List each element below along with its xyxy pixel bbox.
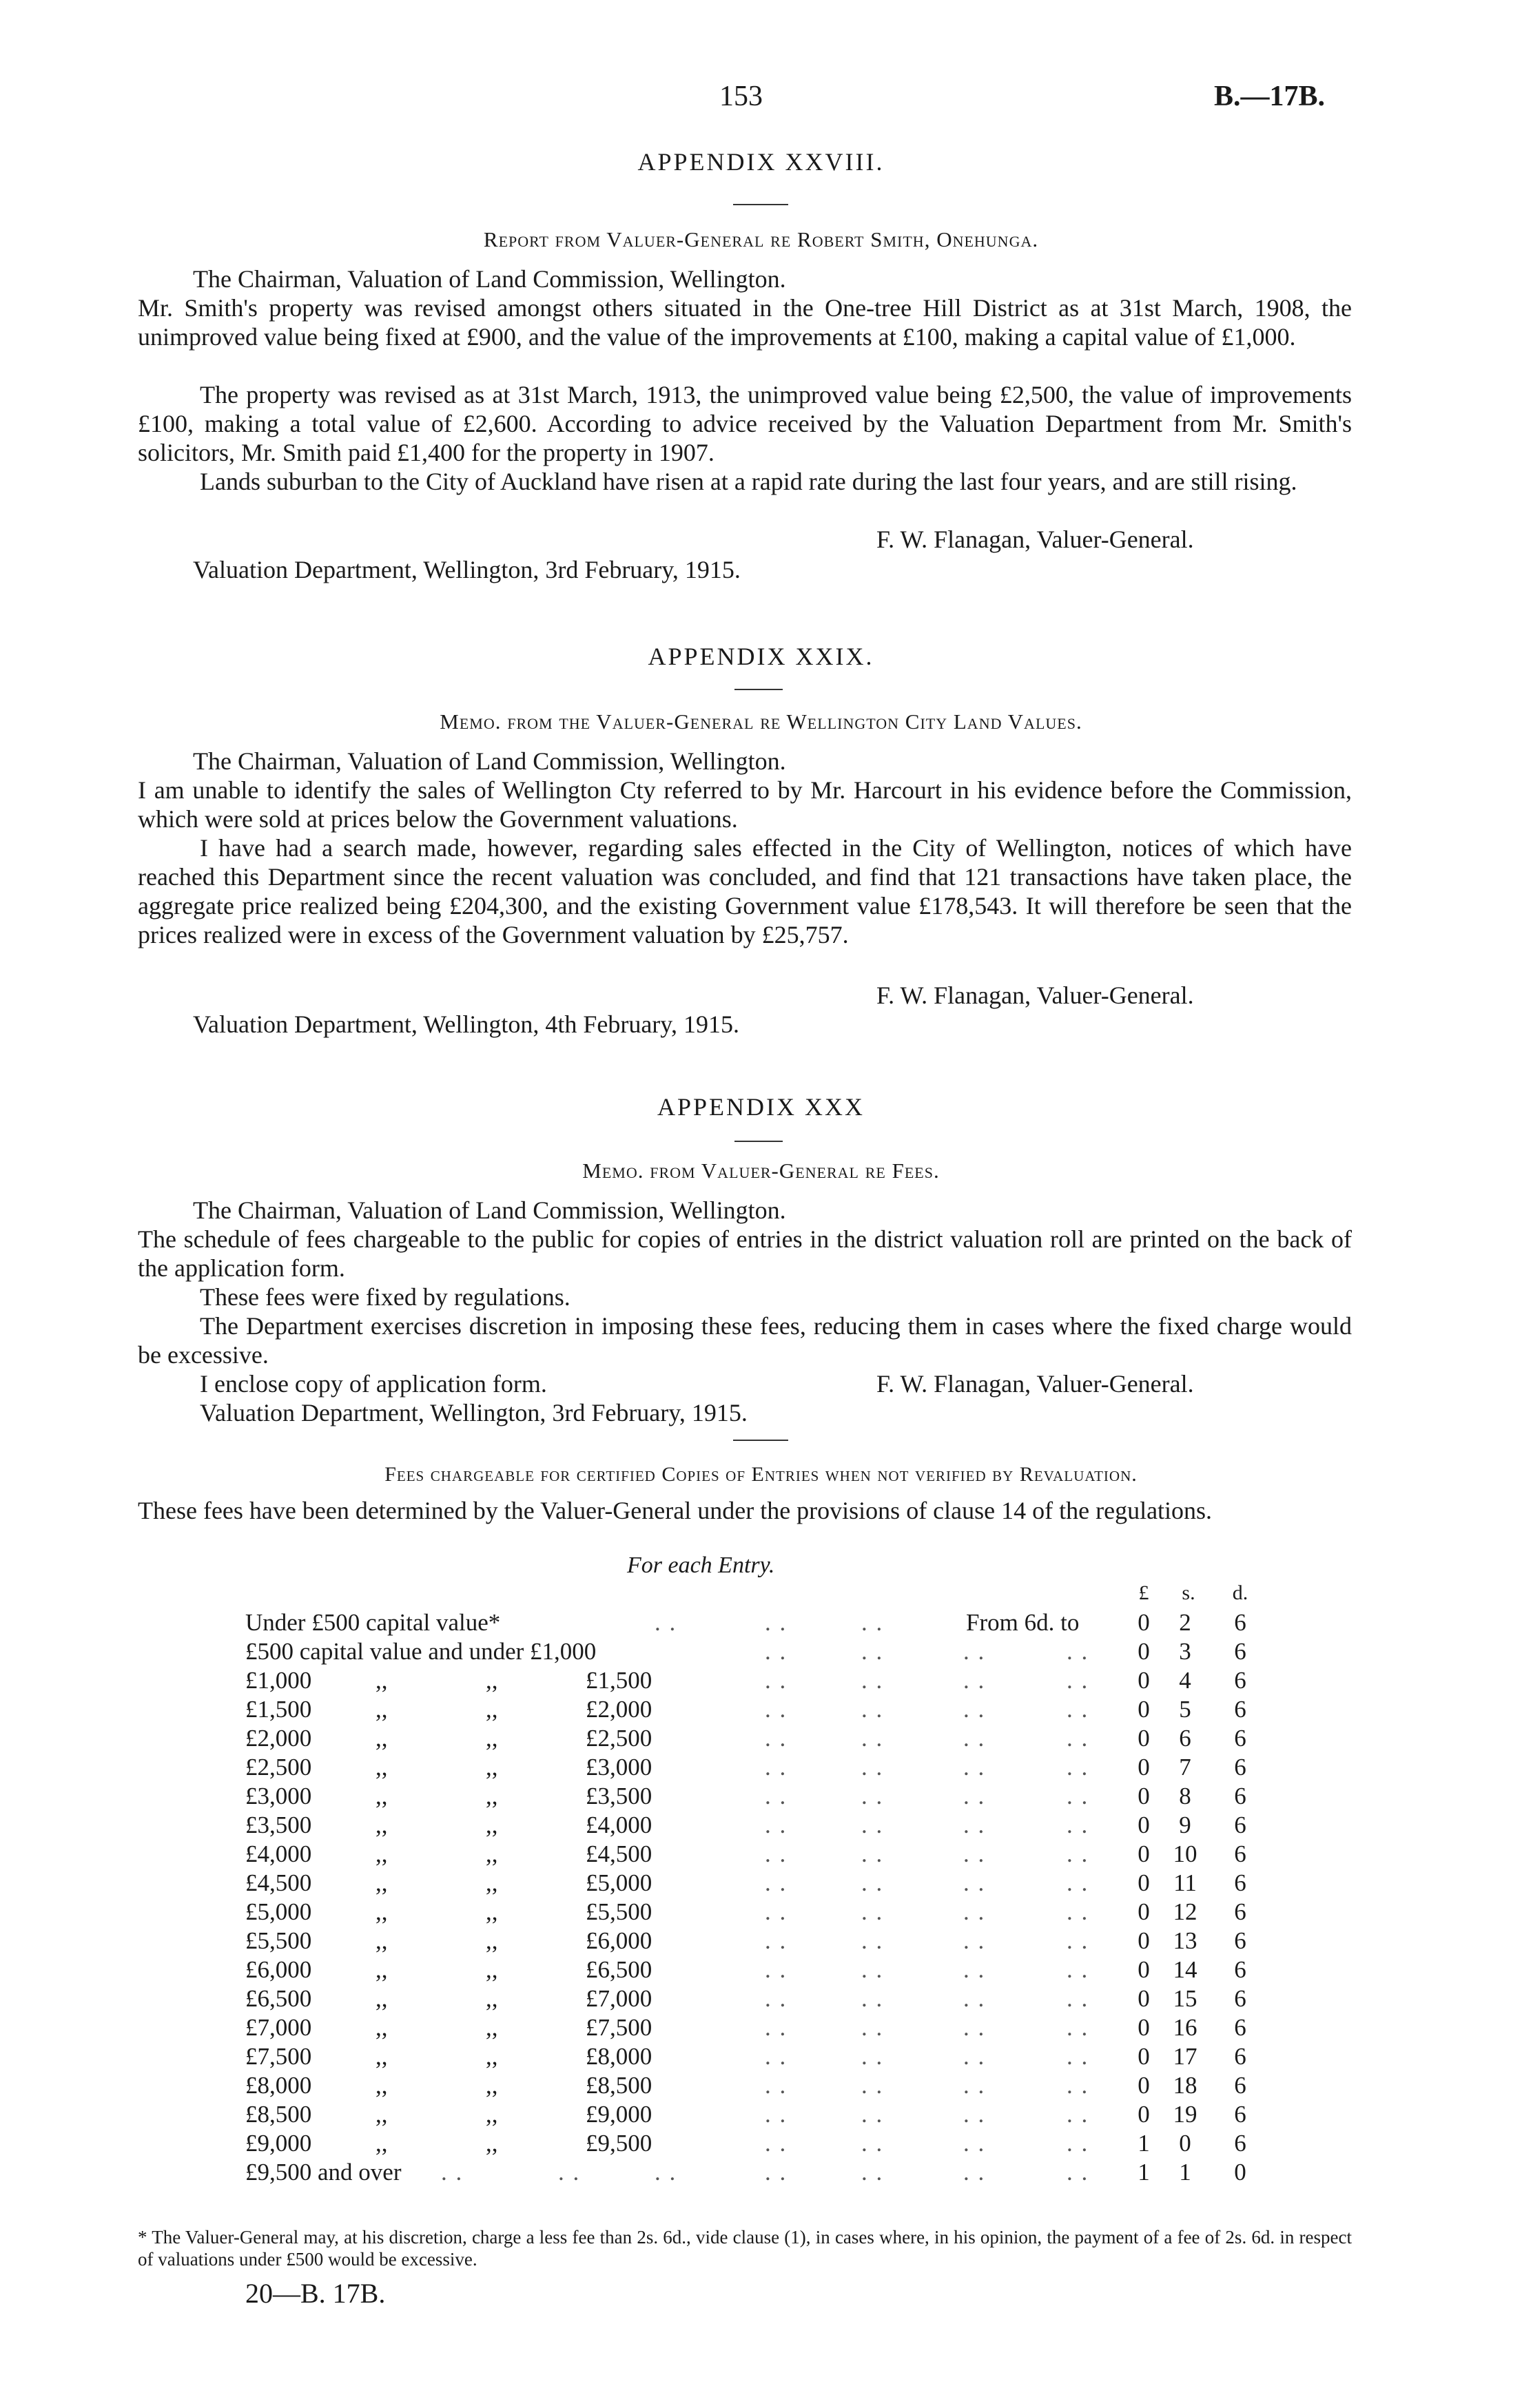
leader-dots: . . xyxy=(963,1927,986,1954)
leader-dots: . . xyxy=(861,2014,884,2041)
range-lower: £1,000 xyxy=(245,1667,312,1694)
table-row xyxy=(0,1869,1522,1898)
range-upper: £5,000 xyxy=(586,1869,652,1896)
range-lower: £4,000 xyxy=(245,1840,312,1867)
leader-dots: . . xyxy=(963,1783,986,1809)
leader-dots: . . xyxy=(765,1725,788,1752)
leader-dots: . . xyxy=(963,2014,986,2041)
leader-dots: . . xyxy=(655,2159,677,2186)
fee-pounds: 0 xyxy=(1138,1667,1150,1694)
ditto-mark: ,, xyxy=(486,1956,498,1983)
ditto-mark: ,, xyxy=(486,1754,498,1781)
divider xyxy=(733,204,788,205)
fee-shillings: 18 xyxy=(1173,2072,1197,2099)
leader-dots: . . xyxy=(861,1927,884,1954)
range-lower: £7,000 xyxy=(245,2014,312,2041)
leader-dots: . . xyxy=(963,2101,986,2128)
leader-dots: . . xyxy=(1067,1840,1089,1867)
appendix-30-title: Memo. from Valuer-General re Fees. xyxy=(582,1159,940,1183)
fee-shillings: 10 xyxy=(1173,1840,1197,1867)
ditto-mark: ,, xyxy=(376,1725,388,1752)
range-upper: £3,000 xyxy=(586,1754,652,1781)
fee-shillings: 6 xyxy=(1179,1725,1191,1752)
leader-dots: . . xyxy=(963,1667,986,1694)
appendix-28-dateline: Valuation Department, Wellington, 3rd February, 1915. xyxy=(193,556,741,583)
leader-dots: . . xyxy=(1067,2072,1089,2099)
fee-pounds: 0 xyxy=(1138,1725,1150,1752)
leader-dots: . . xyxy=(963,1985,986,2012)
appendix-30-dateline: Valuation Department, Wellington, 3rd February, 1915. xyxy=(200,1399,748,1426)
range-lower: £7,500 xyxy=(245,2043,312,2070)
leader-dots: . . xyxy=(1067,1985,1089,2012)
leader-dots: . . xyxy=(765,1754,788,1781)
ditto-mark: ,, xyxy=(486,1696,498,1723)
appendix-28-signature: F. W. Flanagan, Valuer-General. xyxy=(876,526,1194,553)
leader-dots: . . xyxy=(765,1667,788,1694)
leader-dots: . . xyxy=(963,1754,986,1781)
range-upper: £9,000 xyxy=(586,2101,652,2128)
leader-dots: . . xyxy=(1067,1898,1089,1925)
range-upper: £4,000 xyxy=(586,1812,652,1838)
table-row xyxy=(0,2101,1522,2130)
leader-dots: . . xyxy=(1067,2159,1089,2186)
leader-dots: . . xyxy=(765,1927,788,1954)
fee-pounds: 0 xyxy=(1138,1754,1150,1781)
range-lower: £3,000 xyxy=(245,1783,312,1809)
leader-dots: . . xyxy=(765,2072,788,2099)
leader-dots: . . xyxy=(861,1898,884,1925)
fee-shillings: 15 xyxy=(1173,1985,1197,2012)
range-upper: £2,000 xyxy=(586,1696,652,1723)
ditto-mark: ,, xyxy=(376,2014,388,2041)
fee-pence: 6 xyxy=(1234,1638,1246,1665)
ditto-mark: ,, xyxy=(486,1927,498,1954)
ditto-mark: ,, xyxy=(486,1725,498,1752)
table-row xyxy=(0,1927,1522,1956)
leader-dots: . . xyxy=(963,1696,986,1723)
range-upper: £4,500 xyxy=(586,1840,652,1867)
table-row xyxy=(0,1840,1522,1869)
fee-pounds: 0 xyxy=(1138,1812,1150,1838)
ditto-mark: ,, xyxy=(486,1898,498,1925)
range-upper: £8,000 xyxy=(586,2043,652,2070)
fee-pence: 6 xyxy=(1234,2043,1246,2070)
fees-intro: These fees have been determined by the Valuer-General under the provisions of clause 14 of the regulations. xyxy=(138,1497,1213,1524)
table-row xyxy=(0,2043,1522,2072)
table-row xyxy=(0,2072,1522,2101)
leader-dots: . . xyxy=(765,1985,788,2012)
fee-pounds: 0 xyxy=(1138,2043,1150,2070)
fee-shillings: 12 xyxy=(1173,1898,1197,1925)
leader-dots: . . xyxy=(861,1696,884,1723)
ditto-mark: ,, xyxy=(486,1667,498,1694)
leader-dots: . . xyxy=(861,1754,884,1781)
leader-dots: . . xyxy=(765,1840,788,1867)
fee-pence: 6 xyxy=(1234,1927,1246,1954)
fee-pence: 6 xyxy=(1234,2130,1246,2157)
fee-shillings: 2 xyxy=(1179,1609,1191,1636)
leader-dots: . . xyxy=(765,2101,788,2128)
leader-dots: . . xyxy=(1067,1812,1089,1838)
leader-dots: . . xyxy=(861,2101,884,2128)
range-upper: £7,000 xyxy=(586,1985,652,2012)
table-row xyxy=(0,1956,1522,1985)
ditto-mark: ,, xyxy=(376,2101,388,2128)
fee-pounds: 0 xyxy=(1138,1869,1150,1896)
leader-dots: . . xyxy=(441,2159,464,2186)
leader-dots: . . xyxy=(861,1956,884,1983)
fee-shillings: 1 xyxy=(1179,2159,1191,2186)
leader-dots: . . xyxy=(963,2043,986,2070)
ditto-mark: ,, xyxy=(376,1985,388,2012)
ditto-mark: ,, xyxy=(376,2130,388,2157)
ditto-mark: ,, xyxy=(486,1869,498,1896)
fees-column-headers xyxy=(0,1581,1522,1610)
divider xyxy=(734,1141,783,1142)
fee-shillings: 3 xyxy=(1179,1638,1191,1665)
leader-dots: . . xyxy=(861,1667,884,1694)
range-lower: £6,000 xyxy=(245,1956,312,1983)
document-reference: B.—17B. xyxy=(1214,81,1326,112)
fees-title: Fees chargeable for certified Copies of Entries when not verified by Revaluation. xyxy=(384,1463,1138,1486)
pounds-header: £ xyxy=(1138,1581,1149,1604)
ditto-mark: ,, xyxy=(376,1869,388,1896)
fee-pounds: 1 xyxy=(1138,2130,1150,2157)
divider xyxy=(734,689,783,690)
range-lower: £9,000 xyxy=(245,2130,312,2157)
leader-dots: . . xyxy=(1067,2014,1089,2041)
ditto-mark: ,, xyxy=(486,2072,498,2099)
fee-shillings: 7 xyxy=(1179,1754,1191,1781)
leader-dots: . . xyxy=(1067,1638,1089,1665)
fee-pounds: 0 xyxy=(1138,1840,1150,1867)
range-lower: £2,000 xyxy=(245,1725,312,1752)
fee-pence: 0 xyxy=(1234,2159,1246,2186)
ditto-mark: ,, xyxy=(376,1840,388,1867)
fee-shillings: 19 xyxy=(1173,2101,1197,2128)
leader-dots: . . xyxy=(861,1840,884,1867)
table-row xyxy=(0,2130,1522,2159)
fee-pounds: 0 xyxy=(1138,2014,1150,2041)
page-number: 153 xyxy=(719,81,763,112)
fee-shillings: 16 xyxy=(1173,2014,1197,2041)
leader-dots: . . xyxy=(765,1609,788,1636)
fee-pounds: 0 xyxy=(1138,1927,1150,1954)
appendix-30-signature: F. W. Flanagan, Valuer-General. xyxy=(876,1370,1194,1398)
fee-pence: 6 xyxy=(1234,1869,1246,1896)
ditto-mark: ,, xyxy=(376,2072,388,2099)
table-row xyxy=(0,1783,1522,1812)
leader-dots: . . xyxy=(963,1638,986,1665)
appendix-29-paragraph-1: I am unable to identify the sales of Wellington Cty referred to by Mr. Harcourt in his evidence before the Commission, which were sold at prices below the Government valuations. xyxy=(138,776,1352,833)
range-lower: £8,500 xyxy=(245,2101,312,2128)
leader-dots: . . xyxy=(765,1696,788,1723)
table-row xyxy=(0,2014,1522,2043)
range-upper: £7,500 xyxy=(586,2014,652,2041)
fee-shillings: 0 xyxy=(1179,2130,1191,2157)
leader-dots: . . xyxy=(861,1609,884,1636)
leader-dots: . . xyxy=(1067,1927,1089,1954)
appendix-29-signature: F. W. Flanagan, Valuer-General. xyxy=(876,982,1194,1009)
fee-pounds: 0 xyxy=(1138,1696,1150,1723)
fee-pence: 6 xyxy=(1234,1898,1246,1925)
range-lower: £5,000 xyxy=(245,1898,312,1925)
leader-dots: . . xyxy=(765,2130,788,2157)
range-upper: £2,500 xyxy=(586,1725,652,1752)
ditto-mark: ,, xyxy=(486,2043,498,2070)
shillings-header: s. xyxy=(1182,1581,1195,1604)
appendix-29-paragraph-2: I have had a search made, however, regarding sales effected in the City of Wellington, notices of which have reached this Department since the recent valuation was concluded, and find that 121 transactions have taken place, the aggregate price realized being £204,300, and the existing Government value £178,543. It will therefore be seen that the prices realized were in excess of the Government valuation by £25,757. xyxy=(138,834,1352,948)
ditto-mark: ,, xyxy=(486,1783,498,1809)
leader-dots: . . xyxy=(1067,1869,1089,1896)
leader-dots: . . xyxy=(861,1812,884,1838)
fee-shillings: 4 xyxy=(1179,1667,1191,1694)
fee-pence: 6 xyxy=(1234,1725,1246,1752)
fee-pounds: 0 xyxy=(1138,1609,1150,1636)
leader-dots: . . xyxy=(765,1783,788,1809)
fee-pounds: 1 xyxy=(1138,2159,1150,2186)
range-upper: £3,500 xyxy=(586,1783,652,1809)
leader-dots: . . xyxy=(765,2159,788,2186)
leader-dots: . . xyxy=(765,1898,788,1925)
leader-dots: . . xyxy=(558,2159,581,2186)
range-upper: £6,000 xyxy=(586,1927,652,1954)
ditto-mark: ,, xyxy=(376,1956,388,1983)
leader-dots: . . xyxy=(861,2072,884,2099)
fee-shillings: 5 xyxy=(1179,1696,1191,1723)
fee-pence: 6 xyxy=(1234,1667,1246,1694)
leader-dots: . . xyxy=(765,1638,788,1665)
appendix-28-paragraph-1: Mr. Smith's property was revised amongst others situated in the One-tree Hill District as at 31st March, 1908, the unimproved value being fixed at £900, and the value of the improvements at £100, making a capital value of £1,000. xyxy=(138,294,1352,351)
fee-shillings: 8 xyxy=(1179,1783,1191,1809)
table-row xyxy=(0,1898,1522,1927)
appendix-30-paragraph-4: I enclose copy of application form. xyxy=(200,1370,547,1398)
appendix-28-heading: APPENDIX XXVIII. xyxy=(637,148,885,176)
ditto-mark: ,, xyxy=(376,1696,388,1723)
fee-pounds: 0 xyxy=(1138,2072,1150,2099)
leader-dots: . . xyxy=(861,1725,884,1752)
table-row xyxy=(0,1754,1522,1783)
fee-pence: 6 xyxy=(1234,2101,1246,2128)
appendix-28-paragraph-2: The property was revised as at 31st March, 1913, the unimproved value being £2,500, the value of improvements £100, making a total value of £2,600. According to advice received by the Valuation Department from Mr. Smith's solicitors, Mr. Smith paid £1,400 for the property in 1907. xyxy=(138,381,1352,466)
ditto-mark: ,, xyxy=(376,2043,388,2070)
leader-dots: . . xyxy=(963,1956,986,1983)
leader-dots: . . xyxy=(1067,2043,1089,2070)
leader-dots: . . xyxy=(963,1840,986,1867)
fee-pence: 6 xyxy=(1234,1840,1246,1867)
range-lower: £5,500 xyxy=(245,1927,312,1954)
leader-dots: . . xyxy=(861,2043,884,2070)
leader-dots: . . xyxy=(861,1783,884,1809)
leader-dots: . . xyxy=(963,2072,986,2099)
leader-dots: . . xyxy=(765,1869,788,1896)
leader-dots: . . xyxy=(963,1898,986,1925)
leader-dots: . . xyxy=(1067,1956,1089,1983)
range-lower: £1,500 xyxy=(245,1696,312,1723)
leader-dots: . . xyxy=(963,2159,986,2186)
appendix-28-addressee: The Chairman, Valuation of Land Commission, Wellington. xyxy=(193,265,786,293)
leader-dots: . . xyxy=(1067,1667,1089,1694)
leader-dots: . . xyxy=(655,1609,677,1636)
range-lower: £6,500 xyxy=(245,1985,312,2012)
appendix-30-paragraph-2: These fees were fixed by regulations. xyxy=(200,1283,570,1311)
range-label: £500 capital value and under £1,000 xyxy=(245,1638,597,1665)
fee-pence: 6 xyxy=(1234,1985,1246,2012)
range-lower: £8,000 xyxy=(245,2072,312,2099)
range-upper: £6,500 xyxy=(586,1956,652,1983)
fee-pounds: 0 xyxy=(1138,1956,1150,1983)
fee-shillings: 9 xyxy=(1179,1812,1191,1838)
fees-footnote: * The Valuer-General may, at his discretion, charge a less fee than 2s. 6d., vide clause (1), in cases where, in his opinion, the payment of a fee of 2s. 6d. in respect of valuations under £500 would be excessive. xyxy=(138,2227,1352,2270)
fee-pence: 6 xyxy=(1234,2014,1246,2041)
leader-dots: . . xyxy=(765,1956,788,1983)
ditto-mark: ,, xyxy=(376,1898,388,1925)
leader-dots: . . xyxy=(765,1812,788,1838)
range-upper: £5,500 xyxy=(586,1898,652,1925)
leader-dots: . . xyxy=(963,1812,986,1838)
range-label: £9,500 and over xyxy=(245,2159,402,2186)
fee-pence: 6 xyxy=(1234,2072,1246,2099)
range-upper: £8,500 xyxy=(586,2072,652,2099)
ditto-mark: ,, xyxy=(486,1840,498,1867)
ditto-mark: ,, xyxy=(376,1667,388,1694)
leader-dots: . . xyxy=(1067,2101,1089,2128)
table-row xyxy=(0,1812,1522,1840)
leader-dots: . . xyxy=(1067,1696,1089,1723)
appendix-28-paragraph-3: Lands suburban to the City of Auckland have risen at a rapid rate during the last four years, and are still rising. xyxy=(200,468,1297,495)
fee-shillings: 14 xyxy=(1173,1956,1197,1983)
fee-shillings: 11 xyxy=(1173,1869,1197,1896)
fee-pounds: 0 xyxy=(1138,1783,1150,1809)
leader-dots: . . xyxy=(963,1725,986,1752)
ditto-mark: ,, xyxy=(376,1754,388,1781)
ditto-mark: ,, xyxy=(486,2101,498,2128)
from-label: From 6d. to xyxy=(966,1609,1080,1636)
fee-pence: 6 xyxy=(1234,1783,1246,1809)
signature-mark: 20—B. 17B. xyxy=(245,2278,386,2309)
table-row xyxy=(0,1609,1522,1638)
fee-pence: 6 xyxy=(1234,1956,1246,1983)
ditto-mark: ,, xyxy=(376,1812,388,1838)
fee-pounds: 0 xyxy=(1138,1898,1150,1925)
pence-header: d. xyxy=(1232,1581,1248,1604)
appendix-29-title: Memo. from the Valuer-General re Wellington City Land Values. xyxy=(440,709,1082,734)
leader-dots: . . xyxy=(1067,2130,1089,2157)
leader-dots: . . xyxy=(861,2159,884,2186)
table-row xyxy=(0,1638,1522,1667)
ditto-mark: ,, xyxy=(486,2014,498,2041)
ditto-mark: ,, xyxy=(376,1783,388,1809)
leader-dots: . . xyxy=(765,2043,788,2070)
range-upper: £1,500 xyxy=(586,1667,652,1694)
appendix-29-heading: APPENDIX XXIX. xyxy=(648,643,874,670)
fee-pence: 6 xyxy=(1234,1609,1246,1636)
leader-dots: . . xyxy=(963,2130,986,2157)
appendix-29-addressee: The Chairman, Valuation of Land Commission, Wellington. xyxy=(193,747,786,775)
appendix-28-title: Report from Valuer-General re Robert Smith, Onehunga. xyxy=(483,227,1039,251)
fee-pounds: 0 xyxy=(1138,2101,1150,2128)
appendix-30-paragraph-3: The Department exercises discretion in imposing these fees, reducing them in cases where the fixed charge would be excessive. xyxy=(138,1312,1352,1369)
range-lower: £4,500 xyxy=(245,1869,312,1896)
fee-pence: 6 xyxy=(1234,1696,1246,1723)
appendix-30-addressee: The Chairman, Valuation of Land Commission, Wellington. xyxy=(193,1196,786,1224)
fee-shillings: 13 xyxy=(1173,1927,1197,1954)
fee-pence: 6 xyxy=(1234,1754,1246,1781)
leader-dots: . . xyxy=(1067,1725,1089,1752)
leader-dots: . . xyxy=(861,1869,884,1896)
leader-dots: . . xyxy=(963,1869,986,1896)
fee-pounds: 0 xyxy=(1138,1985,1150,2012)
fee-pounds: 0 xyxy=(1138,1638,1150,1665)
leader-dots: . . xyxy=(1067,1783,1089,1809)
range-upper: £9,500 xyxy=(586,2130,652,2157)
fee-pence: 6 xyxy=(1234,1812,1246,1838)
appendix-29-dateline: Valuation Department, Wellington, 4th February, 1915. xyxy=(193,1010,739,1038)
ditto-mark: ,, xyxy=(376,1927,388,1954)
leader-dots: . . xyxy=(861,1638,884,1665)
table-row xyxy=(0,1667,1522,1696)
appendix-30-heading: APPENDIX XXX xyxy=(657,1093,865,1121)
leader-dots: . . xyxy=(861,2130,884,2157)
range-label: Under £500 capital value* xyxy=(245,1609,501,1636)
leader-dots: . . xyxy=(861,1985,884,2012)
ditto-mark: ,, xyxy=(486,1812,498,1838)
table-row xyxy=(0,2159,1522,2188)
leader-dots: . . xyxy=(765,2014,788,2041)
table-row xyxy=(0,1985,1522,2014)
fee-shillings: 17 xyxy=(1173,2043,1197,2070)
table-row xyxy=(0,1696,1522,1725)
fees-subheading: For each Entry. xyxy=(627,1553,775,1578)
range-lower: £2,500 xyxy=(245,1754,312,1781)
leader-dots: . . xyxy=(1067,1754,1089,1781)
ditto-mark: ,, xyxy=(486,1985,498,2012)
table-row xyxy=(0,1725,1522,1754)
appendix-30-paragraph-1: The schedule of fees chargeable to the public for copies of entries in the district valuation roll are printed on the back of the application form. xyxy=(138,1225,1352,1282)
ditto-mark: ,, xyxy=(486,2130,498,2157)
range-lower: £3,500 xyxy=(245,1812,312,1838)
divider xyxy=(733,1440,788,1441)
